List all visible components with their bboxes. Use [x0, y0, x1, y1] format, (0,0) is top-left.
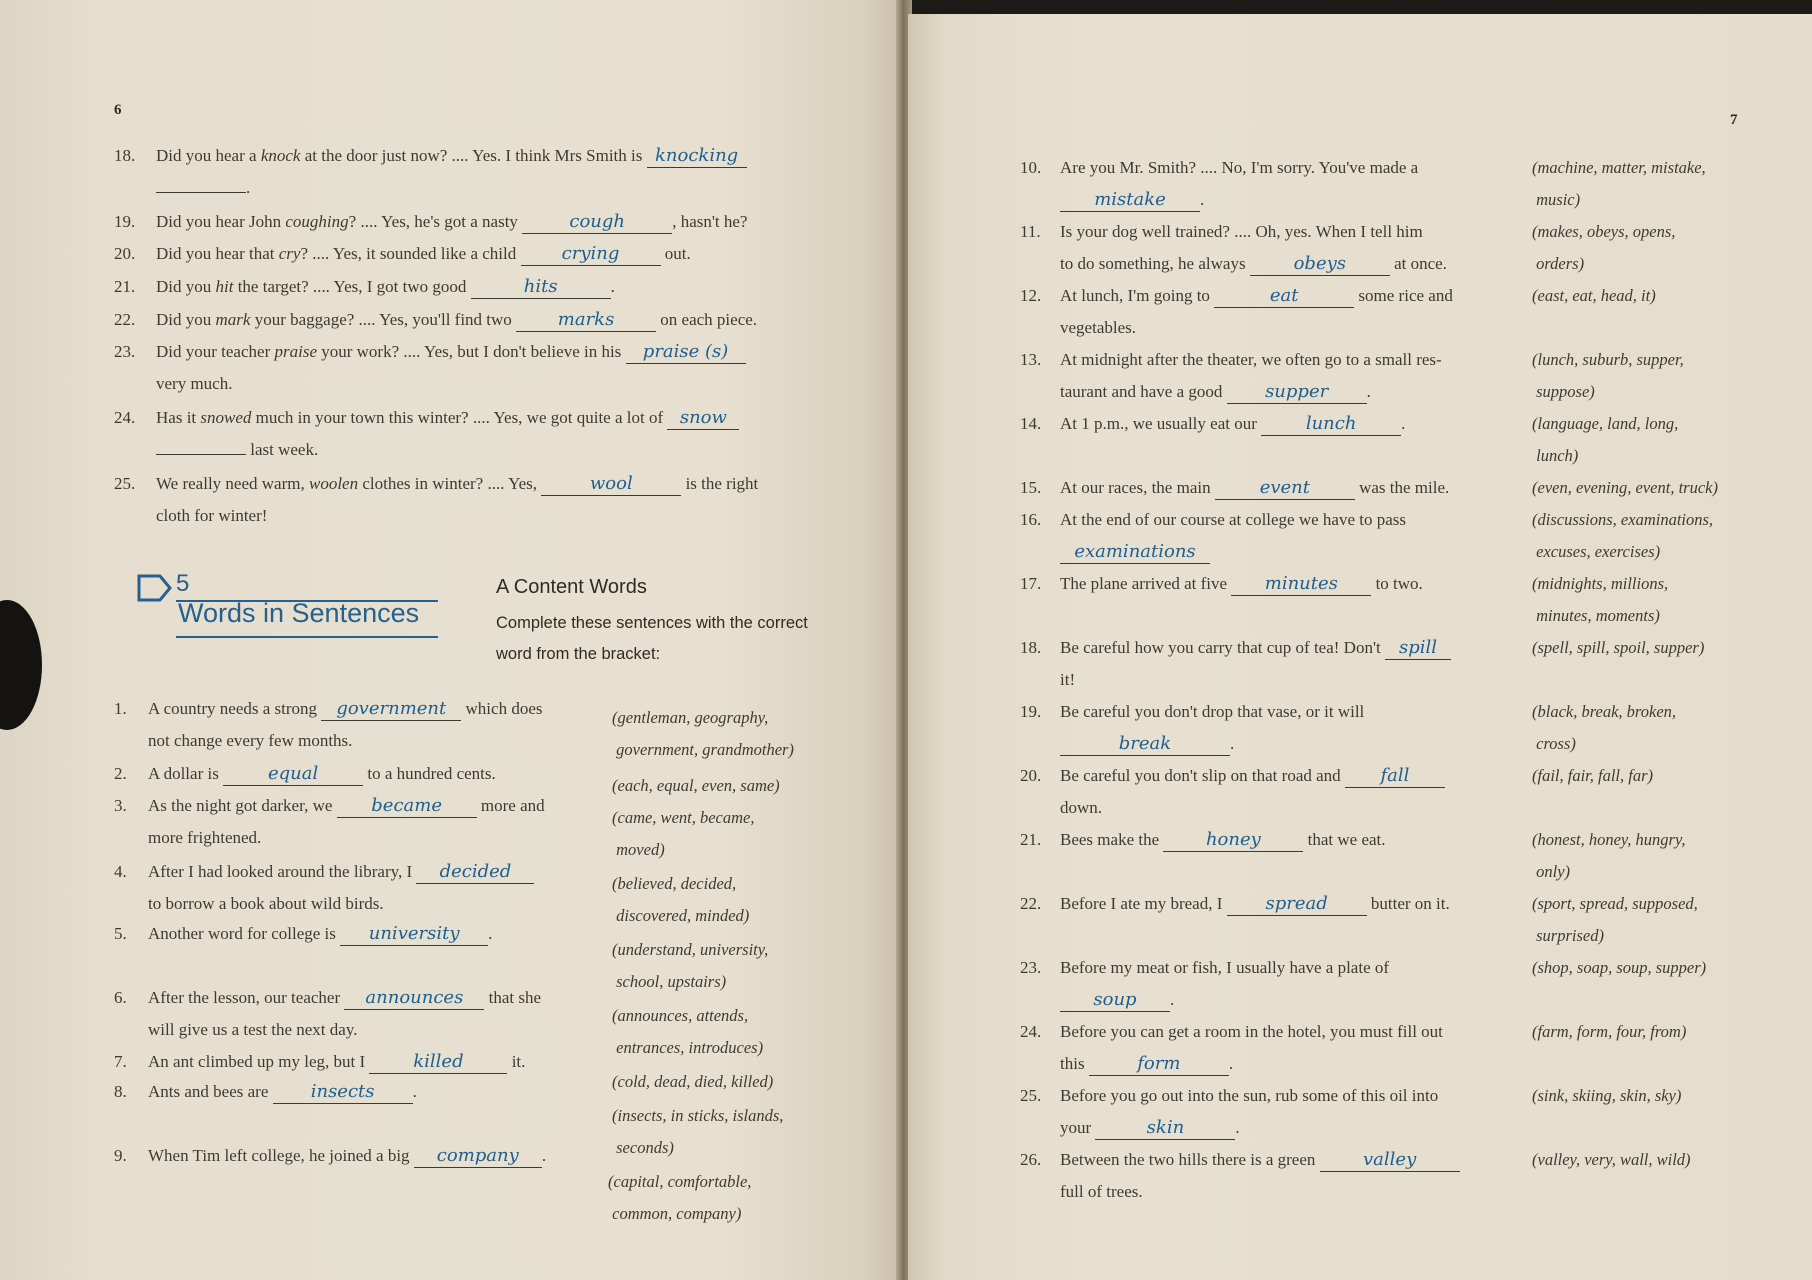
answer-field[interactable]: decided: [416, 861, 534, 884]
answer-field[interactable]: killed: [369, 1051, 507, 1074]
choices-17: (midnights, millions, minutes, moments): [1532, 574, 1669, 625]
answer-field[interactable]: break: [1060, 733, 1230, 756]
answer-field[interactable]: university: [340, 923, 488, 946]
choices-19: (black, break, broken, cross): [1532, 702, 1677, 753]
answer-field[interactable]: government: [321, 698, 461, 721]
choices-7: (cold, dead, died, killed): [612, 1072, 774, 1091]
answer-field[interactable]: knocking: [647, 145, 747, 168]
choices-11: (makes, obeys, opens, orders): [1532, 222, 1676, 273]
choices-24: (farm, form, four, from): [1532, 1022, 1687, 1041]
section-instruction-line1: Complete these sentences with the correct: [496, 614, 808, 632]
page-number-right: 7: [1730, 112, 1738, 128]
answer-field[interactable]: supper: [1227, 381, 1367, 404]
choices-23: (shop, soap, soup, supper): [1532, 958, 1707, 977]
section-rule-bottom: [176, 636, 438, 638]
choices-3: (came, went, became, moved): [612, 808, 755, 859]
choices-14: (language, land, long, lunch): [1532, 414, 1679, 465]
answer-field[interactable]: spill: [1385, 637, 1451, 660]
choices-1: (gentleman, geography, government, grandmother): [612, 708, 794, 759]
choices-10: (machine, matter, mistake, music): [1532, 158, 1706, 209]
choices-5: (understand, university, school, upstairs): [612, 940, 769, 991]
answer-field[interactable]: hits: [471, 276, 611, 299]
answer-field[interactable]: skin: [1095, 1117, 1235, 1140]
answer-field[interactable]: soup: [1060, 989, 1170, 1012]
choices-2: (each, equal, even, same): [612, 776, 780, 795]
answer-field[interactable]: mistake: [1060, 189, 1200, 212]
choices-16: (discussions, examinations, excuses, exercises): [1532, 510, 1714, 561]
choices-18: (spell, spill, spoil, supper): [1532, 638, 1705, 657]
answer-field[interactable]: praise (s): [626, 341, 746, 364]
choices-15: (even, evening, event, truck): [1532, 478, 1718, 497]
answer-field[interactable]: equal: [223, 763, 363, 786]
answer-field[interactable]: obeys: [1250, 253, 1390, 276]
left-page: 6 18. Did you hear a knock at the door just now? .... Yes. I think Mrs Smith is knocking . 19. Did you hear John coughing? .... Yes, he's got a nasty cough , hasn't he? 20. Did you hear that cry? .... Yes, it sounded like a child crying out. 21. Did you hit the target? .... Yes, I got two good hits . 22. Did you mark your baggage? .... Yes, you'll find two marks on each piece. 23. Did your teacher praise your work? .... Yes, but I don't believe in his praise (s) very much. 24. Has it snowed much in your town this winter? .... Yes, we got quite a lot of snow last week. 25. We really need warm, woolen clothes in winter? .... Yes, wool is the right cloth for winter! 5 Words in Sentences A Content Words Complete these sentences with the correct word from the bracket: 1. A country needs a strong government which does not change every few months. (gentleman, geography, government, grandmother) 2. A dollar is equal to a hundred cents. (each, equal, even, same) 3. As the night got darker, we became more and more frightened. (came, went, became, moved) 4. After I had looked around the library, I decided to borrow a book about wild birds. (believed, decided, discovered, minded) 5. Another word for college is university . (understand, university, school, upstairs) 6. After the lesson, our teacher announces that she will give us a test the next day. (announces, attends, entrances, introduces) 7. An ant climbed up my leg, but I killed it. (cold, dead, died, killed) 8. Ants and bees are insects . (insects, in sticks, islands, seconds) 9. When Tim left college, he joined a big company . (capital, comfortable, common, company): [0, 0, 902, 1280]
choices-4: (believed, decided, discovered, minded): [612, 874, 750, 925]
section-number: 5: [176, 570, 190, 597]
choices-12: (east, eat, head, it): [1532, 286, 1656, 305]
choices-22: (sport, spread, supposed, surprised): [1532, 894, 1698, 945]
answer-field[interactable]: wool: [541, 473, 681, 496]
section-instruction-line2: word from the bracket:: [496, 645, 661, 663]
answer-field[interactable]: minutes: [1231, 573, 1371, 596]
answer-field[interactable]: spread: [1227, 893, 1367, 916]
section-subtitle: A Content Words: [496, 576, 647, 598]
answer-field[interactable]: event: [1215, 477, 1355, 500]
binding-hole: [0, 600, 42, 730]
choices-21: (honest, honey, hungry, only): [1532, 830, 1686, 881]
answer-field[interactable]: crying: [521, 243, 661, 266]
answer-field[interactable]: company: [414, 1145, 542, 1168]
answer-field[interactable]: announces: [344, 987, 484, 1010]
choices-25: (sink, skiing, skin, sky): [1532, 1086, 1682, 1105]
answer-field[interactable]: insects: [273, 1081, 413, 1104]
choices-20: (fail, fair, fall, far): [1532, 766, 1654, 785]
section-arrow-icon: [136, 572, 174, 606]
answer-field[interactable]: cough: [522, 211, 672, 234]
choices-26: (valley, very, wall, wild): [1532, 1150, 1691, 1169]
answer-field[interactable]: snow: [667, 407, 739, 430]
page-number-left: 6: [114, 102, 122, 118]
answer-field[interactable]: honey: [1163, 829, 1303, 852]
answer-field[interactable]: marks: [516, 309, 656, 332]
answer-field[interactable]: became: [337, 795, 477, 818]
answer-field[interactable]: form: [1089, 1053, 1229, 1076]
answer-field[interactable]: eat: [1214, 285, 1354, 308]
right-page: 7 10. Are you Mr. Smith? .... No, I'm sorry. You've made a mistake . (machine, matter, mistake, music) 11. Is your dog well trained? .... Oh, yes. When I tell him to do something, he always obeys at once. (makes, obeys, opens, orders) 12. At lunch, I'm going to eat some rice and vegetables. (east, eat, head, it) 13. At midnight after the theater, we often go to a small res- taurant and have a good supper . (lunch, suburb, supper, suppose) 14. At 1 p.m., we usually eat our lunch . (language, land, long, lunch) 15. At our races, the main event was the mile. (even, evening, event, truck) 16. At the end of our course at college we have to pass examinations (discussions, examinations, excuses, exercises) 17. The plane arrived at five minutes to two. (midnights, millions, minutes, moments) 18. Be careful how you carry that cup of tea! Don't spill it! (spell, spill, spoil, supper) 19. Be careful you don't drop that vase, or it will break . (black, break, broken, cross) 20. Be careful you don't slip on that road and fall down. (fail, fair, fall, far) 21. Bees make the honey that we eat. (honest, honey, hungry, only) 22. Before I ate my bread, I spread butter on it. (sport, spread, supposed, surprised) 23. Before my meat or fish, I usually have a plate of soup . (shop, soap, soup, supper) 24. Before you can get a room in the hotel, you must fill out this form . (farm, form, four, from) 25. Before you go out into the sun, rub some of this oil into your skin . (sink, skiing, skin, sky) 26. Between the two hills there is a green valley full of trees. (valley, very, wall, wild): [908, 14, 1812, 1280]
choices-8: (insects, in sticks, islands, seconds): [612, 1106, 784, 1157]
choices-6: (announces, attends, entrances, introduces): [612, 1006, 764, 1057]
choices-9: (capital, comfortable, common, company): [608, 1172, 752, 1223]
answer-field[interactable]: valley: [1320, 1149, 1460, 1172]
answer-field[interactable]: lunch: [1261, 413, 1401, 436]
choices-13: (lunch, suburb, supper, suppose): [1532, 350, 1684, 401]
section-title: Words in Sentences: [178, 598, 420, 628]
answer-field[interactable]: examinations: [1060, 541, 1210, 564]
answer-field[interactable]: fall: [1345, 765, 1445, 788]
